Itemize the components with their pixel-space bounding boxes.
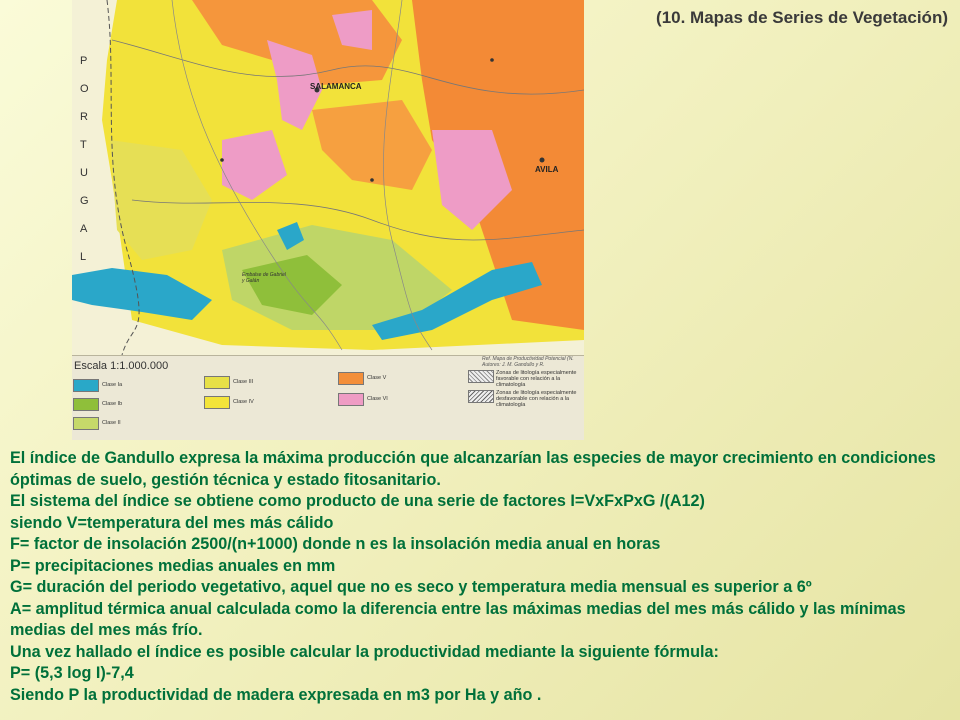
- credit-line-1: Ref. Mapa de Productividad Potencial (N.: [482, 356, 574, 362]
- reservoir-label: Embalse de Gabriel y Galán: [242, 272, 286, 284]
- legend-swatch-class-v: [338, 372, 364, 385]
- country-letter: P: [80, 55, 88, 67]
- legend-swatch-class-iii: [204, 376, 230, 389]
- paragraph-productivity-definition: Siendo P la productividad de madera expresada en m3 por Ha y año .: [10, 685, 542, 704]
- city-label-salamanca: SALAMANCA: [310, 82, 362, 91]
- paragraph-productivity-formula: P= (5,3 log I)-7,4: [10, 664, 134, 682]
- productivity-map: [72, 0, 584, 440]
- paragraph-productivity-intro: Una vez hallado el índice es posible calcular la productividad mediante la siguiente fórmula:: [10, 642, 719, 661]
- legend-label-class-vi: Clase VI: [367, 396, 388, 402]
- legend-label-class-v: Clase V: [367, 375, 387, 381]
- body-text: [10, 448, 955, 706]
- legend-label-class-iii: Clase III: [233, 379, 254, 385]
- country-letter: G: [80, 195, 89, 207]
- paragraph-factor-a: A= amplitud térmica anual calculada como la diferencia entre las máximas medias del mes más cálido y las mínimas medias del mes más frío.: [10, 599, 906, 639]
- country-letter: U: [80, 167, 88, 179]
- credit-line-2: Autores: J. M. Gandullo y R.: [482, 362, 545, 368]
- paragraph-factor-g: G= duración del periodo vegetativo, aquel que no es seco y temperatura media mensual es superior a 6º: [10, 578, 812, 596]
- legend-swatch-class-ib: [73, 398, 99, 411]
- map-credit: [482, 356, 582, 368]
- scale-label: Escala 1:1.000.000: [74, 360, 169, 372]
- country-letter: A: [80, 223, 88, 235]
- country-letter: O: [80, 83, 89, 95]
- legend-swatch-unfavorable-lithology: [468, 390, 494, 403]
- map-legend: [72, 355, 584, 440]
- city-label-avila: AVILA: [535, 165, 559, 174]
- country-letter: L: [80, 251, 87, 263]
- legend-label-class-ii: Clase II: [102, 420, 121, 426]
- legend-label-favorable-lithology: Zonas de litología especialmente favorable con relación a la climatología: [496, 370, 577, 388]
- legend-label-class-ib: Clase Ib: [102, 401, 123, 407]
- legend-swatch-class-ia: [73, 379, 99, 392]
- paragraph-index-formula: El sistema del índice se obtiene como producto de una serie de factores I=VxFxPxG /(A12): [10, 492, 705, 510]
- legend-label-class-iv: Clase IV: [233, 399, 254, 405]
- paragraph-factor-f: F= factor de insolación 2500/(n+1000) donde n es la insolación media anual en horas: [10, 535, 661, 553]
- paragraph-factor-v: siendo V=temperatura del mes más cálido: [10, 513, 334, 532]
- legend-swatch-class-iv: [204, 396, 230, 409]
- country-letter: T: [80, 139, 87, 151]
- paragraph-definition: El índice de Gandullo expresa la máxima producción que alcanzarían las especies de mayor crecimiento en condiciones óptimas de suelo, gestión técnica y estado fitosanitario.: [10, 449, 936, 489]
- slide-title: (10. Mapas de Series de Vegetación): [656, 8, 948, 27]
- legend-swatch-class-ii: [73, 417, 99, 430]
- legend-label-class-ia: Clase Ia: [102, 382, 123, 388]
- paragraph-factor-p: P= precipitaciones medias anuales en mm: [10, 556, 336, 575]
- legend-label-unfavorable-lithology: Zonas de litología especialmente desfavorable con relación a la climatología: [496, 390, 577, 408]
- portugal-label: [80, 55, 94, 279]
- country-letter: R: [80, 111, 88, 123]
- map-graphic: [72, 0, 584, 355]
- legend-swatch-favorable-lithology: [468, 370, 494, 383]
- legend-swatch-class-vi: [338, 393, 364, 406]
